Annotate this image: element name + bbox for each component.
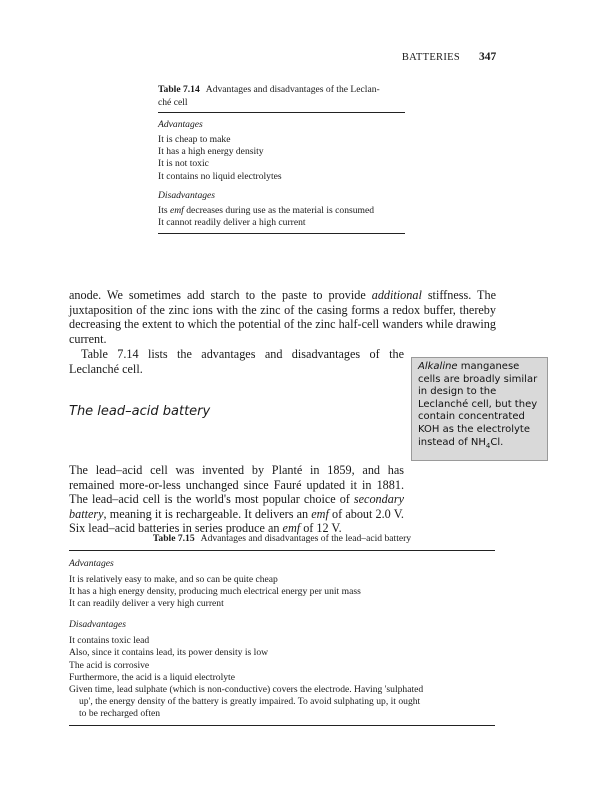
note-subscript: 4 <box>485 441 491 450</box>
table-rule-bottom <box>69 725 495 726</box>
table-caption <box>69 533 495 546</box>
emphasis: secondary battery <box>69 492 404 521</box>
text: of 12 V. <box>300 521 342 535</box>
table-7-14 <box>158 84 405 234</box>
table-7-15 <box>69 533 495 726</box>
table-row: It has a high energy density, producing much electrical energy per unit mass <box>69 585 361 597</box>
table-caption-text: Advantages and disadvantages of the Leclan- <box>205 84 380 95</box>
section-heading: The lead–acid battery <box>69 404 211 419</box>
table-row: Also, since it contains lead, its power density is low <box>69 647 269 659</box>
table-caption-text: Advantages and disadvantages of the lead–acid battery <box>200 533 412 544</box>
text: The lead–acid cell was invented by Planté in 1859, and has remained more-or-less unchanged since Fauré updated it in 1881. The lead–acid cell is the world's most popular choice of <box>69 463 404 506</box>
body-paragraph <box>69 288 496 346</box>
note-text: manganese cells are broadly similar in design to the Leclanché cell, but they contain concentrated KOH as the electrolyte instead of NH <box>418 361 538 448</box>
table-caption <box>158 84 405 109</box>
table-caption-text-cont: ché cell <box>158 96 188 108</box>
table-row: It is relatively easy to make, and so can be quite cheap <box>69 573 278 585</box>
table-row: It contains no liquid electrolytes <box>158 170 282 182</box>
table-row: Given time, lead sulphate (which is non-conductive) covers the electrode. Having 'sulphated up', the energy density of the battery is greatly impaired. To avoid sulphating up, it ought to be recharged often <box>69 683 424 720</box>
body-paragraph <box>69 463 404 536</box>
table-rule-bottom <box>158 233 405 234</box>
table-row <box>158 205 405 217</box>
row-text: decreases during use as the material is consumed <box>183 204 375 216</box>
table-label: Table 7.14 <box>158 84 200 95</box>
table-row: It contains toxic lead <box>69 635 150 647</box>
text: Table 7.14 lists the advantages and disadvantages of the Leclanché cell. <box>69 347 404 376</box>
table-row: Furthermore, the acid is a liquid electrolyte <box>69 671 235 683</box>
table-row: It can readily deliver a very high current <box>69 597 224 609</box>
table-row: It is cheap to make <box>158 134 231 145</box>
table-rule-top <box>69 550 495 551</box>
text: of about 2.0 V. Six lead–acid batteries in series produce an <box>69 506 404 535</box>
table-row: It is not toxic <box>158 158 209 170</box>
advantages-heading: Advantages <box>69 557 114 569</box>
row-text: Its <box>158 204 170 216</box>
table-row: The acid is corrosive <box>69 659 150 671</box>
margin-note <box>411 357 548 461</box>
advantages-heading: Advantages <box>158 119 203 130</box>
page-number: 347 <box>479 51 497 63</box>
note-emphasis: Alkaline <box>418 361 458 372</box>
text: , meaning it is rechargeable. It delivers an <box>103 506 312 521</box>
text: stiffness. The juxtaposition of the zinc ions with the zinc of the casing forms a redox buffer, thereby decreasing the extent to which the potential of the zinc half-cell wanders while drawing current. <box>69 288 496 346</box>
table-row: It has a high energy density <box>158 146 264 158</box>
table-rule-top <box>158 112 405 113</box>
body-paragraph <box>69 347 404 376</box>
note-text: Cl. <box>490 436 504 448</box>
emphasis: emf <box>282 521 301 535</box>
text: anode. We sometimes add starch to the paste to provide <box>69 288 372 302</box>
disadvantages-heading: Disadvantages <box>69 619 127 631</box>
emphasis: additional <box>371 288 422 302</box>
disadvantages-heading: Disadvantages <box>158 189 216 201</box>
table-label: Table 7.15 <box>152 533 195 544</box>
row-emphasis: emf <box>170 204 184 216</box>
running-header-title: BATTERIES <box>401 52 460 63</box>
emphasis: emf <box>311 506 329 521</box>
table-row: It cannot readily deliver a high current <box>158 217 306 229</box>
